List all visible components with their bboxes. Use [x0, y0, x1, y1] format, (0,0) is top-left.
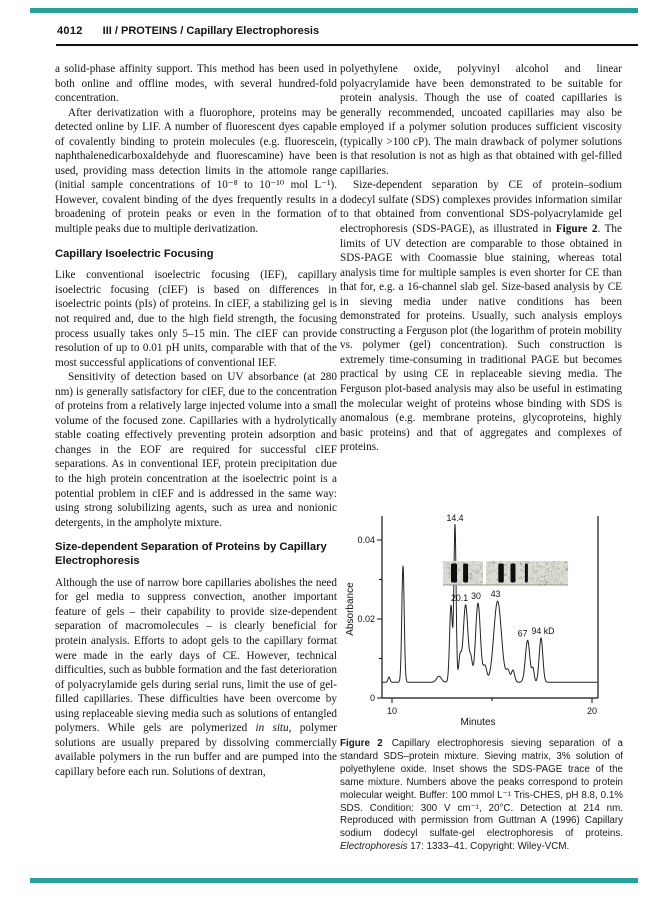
- top-accent-bar: [30, 8, 638, 13]
- svg-text:30: 30: [471, 591, 481, 602]
- electropherogram-chart: [342, 513, 628, 737]
- svg-text:0: 0: [369, 693, 375, 704]
- body-paragraph: [340, 178, 622, 454]
- gel-band: [451, 564, 457, 583]
- paragraph-text: . The limits of UV detection are comparable to those obtained in SDS-PAGE with Coomassie blue staining, whereas total analysis time for multiple samples is even shorter for CE than that for, e.g. a 16-channel slab gel. Size-based analysis by CE in sieving media under native conditions has been demonstrated for proteins. Usually, such analysis employs constructing a Ferguson plot (the logarithm of protein mobility vs. polymer (gel) concentration). Such construction is extremely time-consuming in traditional PAGE but becomes practical by using CE in replaceable sieving media. The Ferguson plot-based analysis may also be useful in estimating the molecular weight of proteins whose binding with SDS is anomalous (e.g. membrane proteins, glycoproteins, highly basic proteins) and that of aggregates and complexes of proteins.: [340, 223, 622, 454]
- gel-band: [463, 564, 468, 583]
- italic-term: in situ: [255, 722, 289, 735]
- left-column: [55, 62, 337, 779]
- paragraph-text: , polymer solutions are usually prepared by dissolving commercially available polymers in the run buffer and are pumped into the capillary before each run. Solutions of dextran,: [55, 722, 337, 778]
- body-paragraph: Like conventional isoelectric focusing (IEF), capillary isoelectric focusing (cIEF) is based on differences in isoelectric points (pIs) of proteins. In cIEF, a stabilizing gel is not required and, due to the high field strength, the focusing process usually takes only 5–15 min. The cIEF can provide resolution of up to 0.01 pH units, comparable with that of the most successful applications of conventional IEF.: [55, 269, 337, 369]
- page-header: [57, 25, 637, 37]
- figure-reference: Figure 2: [555, 223, 598, 236]
- svg-text:0.04: 0.04: [357, 535, 375, 546]
- svg-text:0.02: 0.02: [357, 614, 375, 625]
- paragraph-text: Although the use of narrow bore capillaries abolishes the need for gel media to suppress convection, another important feature of gels – their capability to provide size-dependent separation of macromolecules – is clearly beneficial for protein analysis. Efforts to adopt gels to the capillary format were made in the early days of CE. However, technical difficulties, such as bubble formation and the fast deterioration of polyacrylamide gels during serial runs, limit the use of gel-filled capillaries. These difficulties have been overcome by using replaceable sieving media such as solutions of entangled polymers. While gels are polymerized: [55, 576, 337, 735]
- body-paragraph: [55, 576, 337, 780]
- section-heading-capillary-isoelectric-focusing: Capillary Isoelectric Focusing: [55, 247, 214, 260]
- right-column: [340, 62, 622, 455]
- caption-text: Capillary electrophoresis sieving separation of a standard SDS–protein mixture. Sieving matrix, 3% solution of polyethylene oxide. Inset shows the SDS-PAGE trace of the same mixture. Numbers above the peaks correspond to protein molecular weight. Buffer: 100 mmol L⁻¹ Tris-CHES, pH 8.8, 0.1% SDS. Condition: 300 V cm⁻¹, 20°C. Detection at 214 nm. Reproduced with permission from Guttman A (1996) Capillary sodium dodecyl sulfate-gel electrophoresis of proteins.: [340, 738, 623, 840]
- gel-band: [498, 564, 504, 583]
- body-paragraph: Sensitivity of detection based on UV absorbance (at 280 nm) is generally satisfactory for cIEF, due to the concentration of proteins from a relatively large injected volume into a small volume of the focused zone. Capillaries with a hydrolytically stable coating effectively preventing protein adsorption and changes in the EOF are required for successful cIEF separations. As in conventional IEF, protein precipitation due to the high protein concentration at the isoelectric point is a potential problem in cIEF and is addressed in the same way: using strong solubilizing agents, such as urea and nonionic detergents, in the ampholyte mixture.: [55, 371, 337, 529]
- absorbance-trace: [383, 524, 597, 682]
- paragraph-text: Size-dependent separation by CE of protein–sodium dodecyl sulfate (SDS) complexes provides information similar to that obtained from conventional SDS-polyacrylamide gel electrophoresis (SDS-PAGE), as illustrated in: [340, 179, 622, 236]
- body-paragraph: a solid-phase affinity support. This method has been used in both online and offline modes, with several hundred-fold concentration.: [55, 63, 337, 105]
- section-heading-size-dependent-separation: Size-dependent Separation of Proteins by Capillary Electrophoresis: [55, 541, 327, 567]
- body-paragraph: After derivatization with a fluorophore, proteins may be detected online by LIF. A number of fluorescent dyes capable of covalently binding to protein molecules (e.g. fluorescein, naphthalenedicarboxaldehyde and fluorescamine) have been used, providing mass detection limits in the attomole range (initial sample concentrations of 10⁻⁸ to 10⁻¹⁰ mol L⁻¹). However, covalent binding of the dyes frequently results in a broadening of protein peaks or even in the formation of multiple peaks due to multiple derivatization.: [55, 106, 337, 236]
- svg-text:20.1: 20.1: [451, 592, 469, 603]
- figure-caption-label: Figure 2: [340, 738, 383, 749]
- bottom-accent-bar: [30, 878, 638, 883]
- svg-text:Minutes: Minutes: [460, 717, 496, 728]
- journal-name: Electrophoresis: [340, 841, 408, 853]
- caption-text: 17: 1333–41. Copyright: Wiley-VCM.: [407, 841, 570, 853]
- svg-text:43: 43: [490, 589, 501, 600]
- figure-2: [342, 513, 628, 737]
- svg-text:10: 10: [386, 706, 398, 716]
- svg-text:14.4: 14.4: [446, 513, 464, 523]
- gel-band: [511, 564, 516, 583]
- body-paragraph: polyethylene oxide, polyvinyl alcohol and linear polyacrylamide have been demonstrated to be suitable for protein analysis. Though the use of coated capillaries is generally recommended, uncoated capillaries may also be employed if a polymer solution produces sufficient viscosity (typically >100 cP). The main drawback of polymer solutions is that resolution is not as high as that obtained with gel-filled capillaries.: [340, 63, 622, 177]
- svg-text:Absorbance: Absorbance: [345, 582, 356, 636]
- svg-text:67: 67: [517, 628, 528, 639]
- header-rule: [56, 44, 638, 46]
- gel-band: [525, 564, 528, 583]
- page-number: 4012: [57, 25, 83, 37]
- svg-text:94 kD: 94 kD: [531, 626, 555, 636]
- figure-caption: [340, 738, 623, 854]
- running-head: III / PROTEINS / Capillary Electrophoresis: [102, 25, 320, 37]
- svg-text:20: 20: [586, 706, 598, 716]
